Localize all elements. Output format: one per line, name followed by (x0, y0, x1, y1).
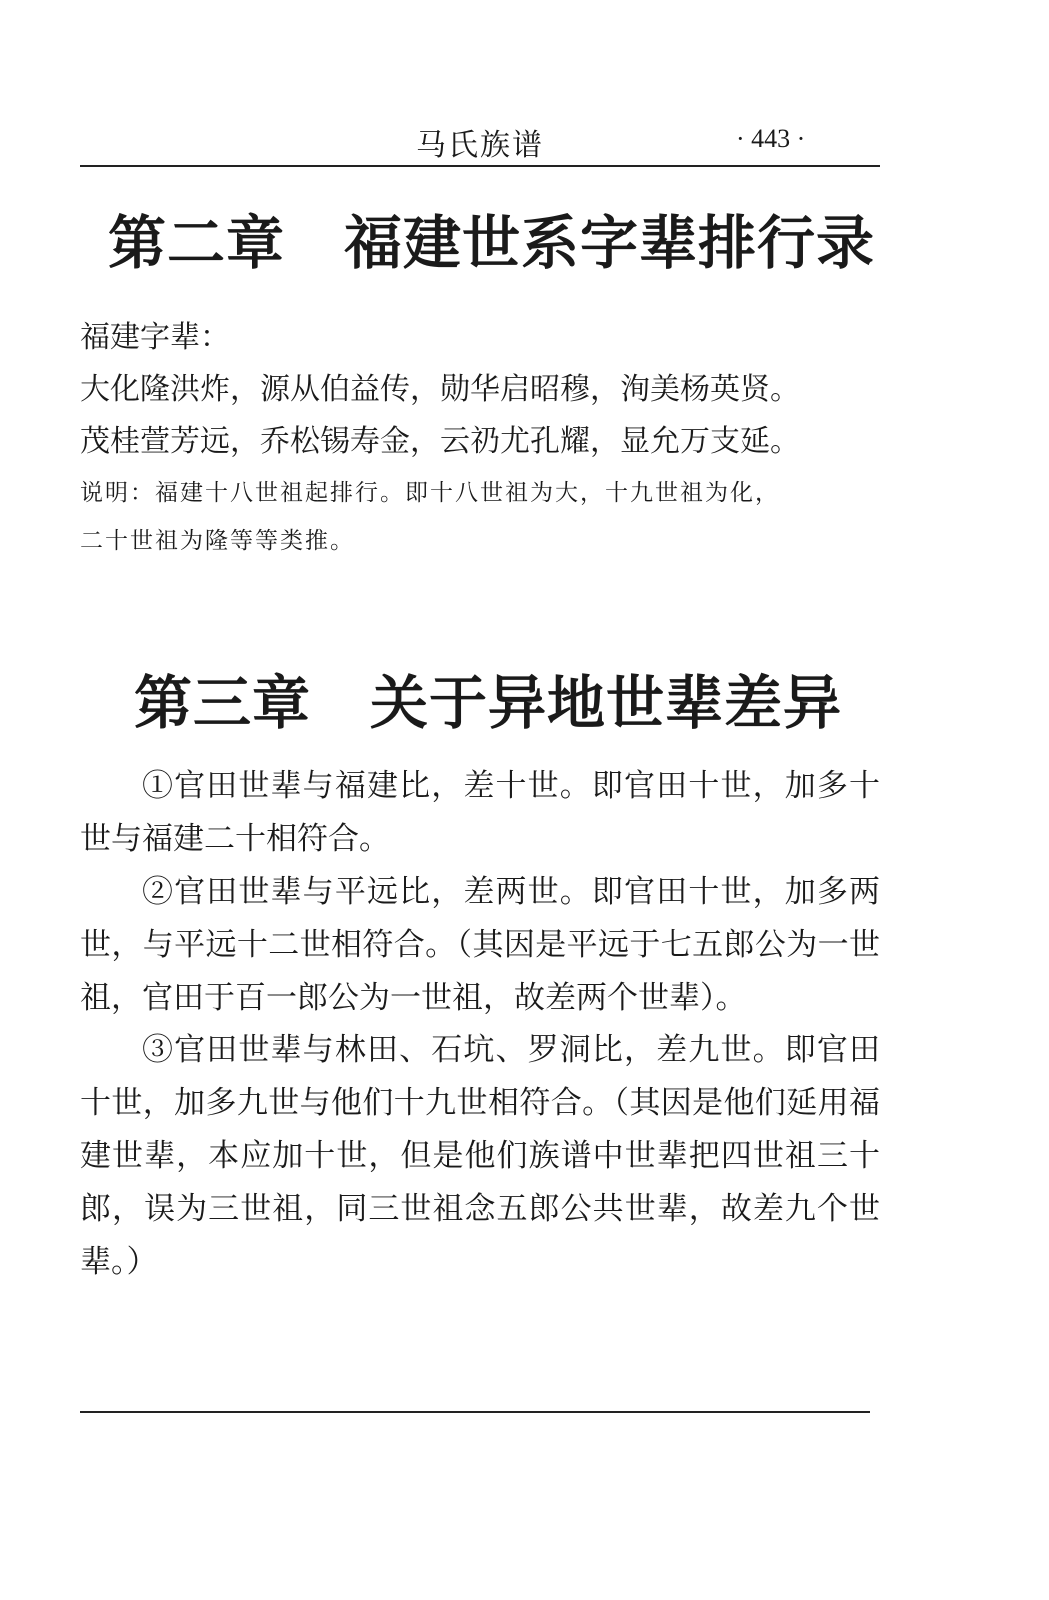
generation-label: 福建字辈： (80, 320, 230, 355)
running-header (80, 112, 880, 162)
paragraph-2: ②官田世辈与平远比，差两世。即官田十世，加多两世，与平远十二世相符合。（其因是平远于七五郎公为一世祖，官田于百一郎公为一世祖，故差两个世辈）。 (80, 874, 880, 1016)
generation-verse-2: 茂桂萱芳远，乔松锡寿金，云礽尤孔耀，显允万支延。 (80, 424, 800, 459)
page-number: · 443 · (736, 124, 806, 153)
running-title: 马氏族谱 (416, 128, 544, 163)
note-line-1: 说明：福建十八世祖起排行。即十八世祖为大，十九世祖为化， (80, 480, 780, 506)
footer-rule (80, 1411, 870, 1413)
note-line-2: 二十世祖为隆等等类推。 (80, 528, 355, 554)
chapter-3-title: 第三章 关于异地世辈差异 (134, 669, 843, 737)
chapter-2-title: 第二章 福建世系字辈排行录 (108, 209, 876, 277)
paragraph-3: ③官田世辈与林田、石坑、罗洞比，差九世。即官田十世，加多九世与他们十九世相符合。（其因是他们延用福建世辈，本应加十世，但是他们族谱中世辈把四世祖三十郎，误为三世祖，同三世祖念五郎公共世辈，故差九个世辈。） (80, 1032, 880, 1280)
header-rule (80, 165, 880, 167)
paragraph-1: ①官田世辈与福建比，差十世。即官田十世，加多十世与福建二十相符合。 (80, 768, 880, 857)
generation-verse-1: 大化隆洪炸，源从伯益传，勋华启昭穆，洵美杨英贤。 (80, 372, 800, 407)
